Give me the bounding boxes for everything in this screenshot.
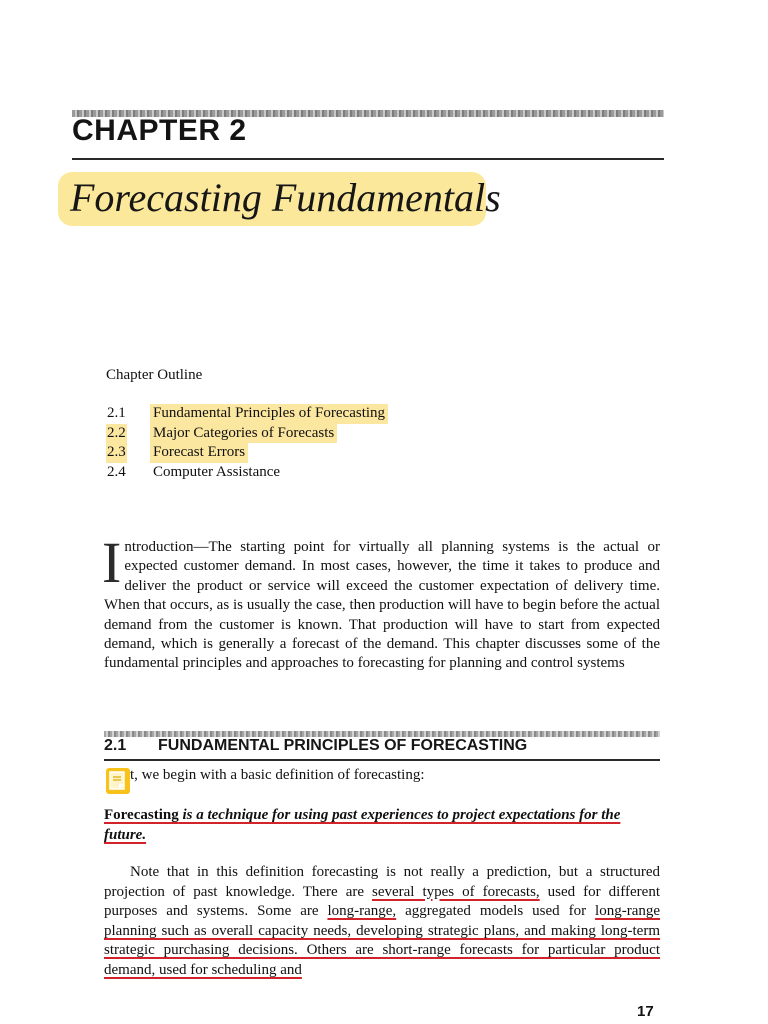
definition-term: Forecasting	[104, 807, 179, 823]
underlined-text: several types of forecasts,	[372, 883, 540, 900]
paragraph-first-line: t, we begin with a basic definition of forecasting:	[130, 767, 425, 783]
section-rule	[104, 759, 660, 761]
body-text: used for different purposes and systems. Some are	[104, 883, 660, 920]
outline-heading: Chapter Outline	[106, 367, 203, 383]
outline-item[interactable]	[106, 404, 526, 424]
outline-item[interactable]	[106, 463, 526, 483]
outline-item[interactable]	[106, 443, 526, 463]
outline-item-title: Major Categories of Forecasts	[150, 424, 337, 444]
body-text: Note that in this definition forecasting is not really a prediction, but a structured projection of past knowledge. There are	[104, 864, 660, 900]
outline-item-title: Forecast Errors	[150, 443, 248, 463]
outline-item-title: Computer Assistance	[153, 463, 281, 480]
section-number: 2.1	[104, 737, 127, 754]
intro-paragraph	[102, 530, 660, 674]
definition-text: is a technique for using past experiences to project expectations for the future.	[104, 807, 621, 843]
outline-item-number: 2.3	[106, 443, 127, 463]
body-text: aggregated models used for	[396, 903, 596, 920]
body-paragraph	[104, 863, 660, 981]
outline-item-number: 2.2	[106, 424, 127, 444]
outline-item-number: 2.4	[107, 463, 126, 480]
sticky-note-icon[interactable]	[106, 768, 130, 794]
section-heading	[104, 737, 527, 755]
page-number: 17	[637, 1003, 654, 1020]
section-title: FUNDAMENTAL PRINCIPLES OF FORECASTING	[158, 737, 528, 754]
outline-item-title: Fundamental Principles of Forecasting	[150, 404, 388, 424]
chapter-title-rule	[72, 158, 664, 160]
definition	[104, 805, 662, 845]
underlined-text: long-range planning such as overall capacity needs, developing strategic plans, and making long-term strategic purchasing decisions. Others are short-range forecasts for particular product demand, used for scheduling and	[104, 903, 661, 978]
outline-item[interactable]	[106, 424, 526, 444]
chapter-label: CHAPTER 2	[72, 114, 247, 147]
intro-text: ntroduction—The starting point for virtually all planning systems is the actual or expected customer demand. In most cases, however, the time it takes to produce and deliver the product or service will exceed the customer expectation of delivery time. When that occurs, as is usually the case, then production will have to begin before the actual demand from the customer is known. That production will have to start from expected demand, which is generally a forecast of the demand. This chapter discusses some of the fundamental principles and approaches to forecasting for planning and control systems	[104, 539, 660, 672]
drop-cap: I	[102, 530, 122, 595]
outline-list	[106, 404, 526, 482]
chapter-title: Forecasting Fundamentals	[70, 175, 501, 220]
outline-item-number: 2.1	[107, 405, 126, 421]
underlined-text: long-range,	[327, 903, 397, 920]
